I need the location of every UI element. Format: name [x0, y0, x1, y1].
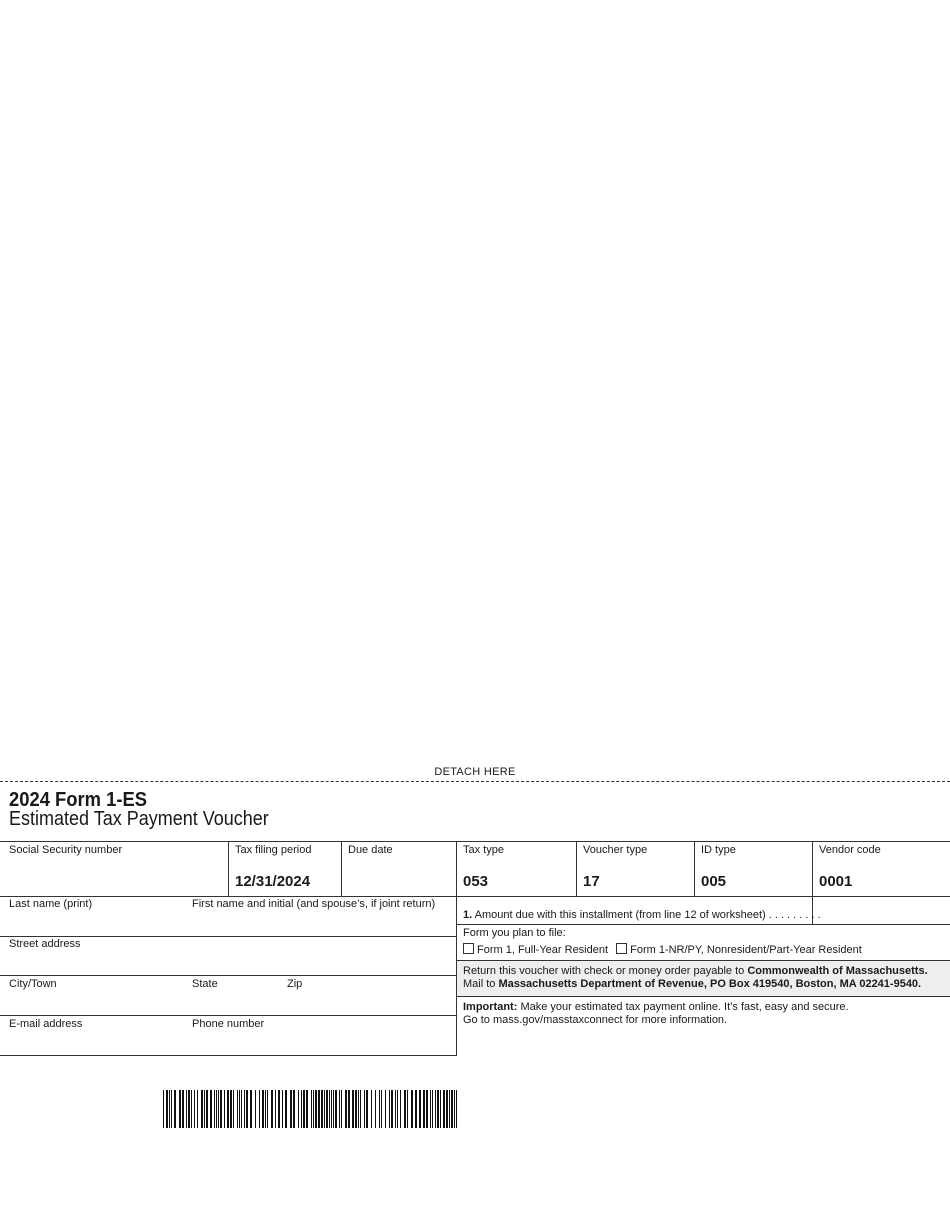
barcode-bar	[400, 1090, 401, 1128]
city-label: City/Town	[9, 978, 57, 990]
barcode-bar	[174, 1090, 176, 1128]
barcode-bar	[290, 1090, 292, 1128]
barcode-bar	[326, 1090, 328, 1128]
detach-line	[0, 781, 950, 782]
barcode-bar	[397, 1090, 398, 1128]
barcode-bar	[371, 1090, 372, 1128]
line-number: 1.	[463, 909, 473, 921]
barcode-bar	[329, 1090, 330, 1128]
tax-filing-period-label: Tax filing period	[235, 844, 312, 856]
state-input[interactable]	[192, 993, 277, 1011]
barcode-bar	[385, 1090, 386, 1128]
barcode-bar	[313, 1090, 314, 1128]
barcode-bar	[265, 1090, 266, 1128]
return-prefix: Return this voucher with check or money order payable to	[463, 965, 748, 977]
barcode-bar	[440, 1090, 441, 1128]
barcode-bar	[275, 1090, 276, 1128]
barcode-bar	[271, 1090, 273, 1128]
barcode-bar	[246, 1090, 248, 1128]
barcode-bar	[339, 1090, 340, 1128]
barcode-bar	[391, 1090, 393, 1128]
last-name-input[interactable]	[9, 914, 184, 932]
due-date-input[interactable]	[348, 870, 448, 890]
barcode-bar	[407, 1090, 408, 1128]
barcode-bar	[355, 1090, 357, 1128]
barcode-bar	[451, 1090, 453, 1128]
barcode-bar	[244, 1090, 245, 1128]
row-rule	[456, 924, 950, 925]
row-rule	[0, 975, 456, 976]
barcode-bar	[364, 1090, 365, 1128]
barcode-bar	[366, 1090, 368, 1128]
barcode-bar	[220, 1090, 222, 1128]
row-rule	[456, 960, 950, 961]
phone-label: Phone number	[192, 1018, 265, 1030]
barcode-bar	[315, 1090, 317, 1128]
barcode-bar	[345, 1090, 347, 1128]
important-message: Make your estimated tax payment online. It’s fast, easy and secure.	[517, 1001, 849, 1013]
important-label: Important:	[463, 1001, 518, 1013]
barcode-bar	[301, 1090, 302, 1128]
barcode-bar	[419, 1090, 421, 1128]
phone-input[interactable]	[192, 1033, 447, 1051]
street-address-input[interactable]	[9, 953, 449, 971]
header-top-rule	[0, 841, 950, 842]
row-rule	[0, 936, 456, 937]
barcode-image	[163, 1090, 459, 1128]
barcode-bar	[171, 1090, 172, 1128]
divider	[228, 841, 229, 896]
barcode-bar	[389, 1090, 390, 1128]
barcode-bar	[298, 1090, 299, 1128]
form-plan-label: Form you plan to file:	[463, 927, 566, 939]
vendor-code-label: Vendor code	[819, 844, 881, 856]
barcode-bar	[430, 1090, 431, 1128]
barcode-bar	[191, 1090, 192, 1128]
barcode-bar	[432, 1090, 433, 1128]
barcode-bar	[278, 1090, 280, 1128]
first-name-label: First name and initial (and spouse’s, if joint return)	[192, 898, 436, 910]
barcode-bar	[303, 1090, 305, 1128]
barcode-bar	[267, 1090, 268, 1128]
barcode-bar	[456, 1090, 457, 1128]
voucher-type-label: Voucher type	[583, 844, 648, 856]
barcode-bar	[188, 1090, 190, 1128]
mail-address: Massachusetts Department of Revenue, PO Box 419540, Boston, MA 02241-9540.	[498, 978, 922, 990]
barcode-bar	[415, 1090, 417, 1128]
barcode-bar	[375, 1090, 376, 1128]
barcode-bar	[404, 1090, 406, 1128]
barcode-bar	[335, 1090, 337, 1128]
amount-due-text: Amount due with this installment (from line 12 of worksheet) . . . . . . . . .	[474, 909, 821, 921]
voucher-type-value: 17	[583, 873, 600, 890]
form-subtitle: Estimated Tax Payment Voucher	[9, 808, 269, 830]
barcode-bar	[333, 1090, 334, 1128]
barcode-bar	[204, 1090, 205, 1128]
payee-name: Commonwealth of Massachusetts.	[747, 965, 928, 977]
barcode-bar	[214, 1090, 215, 1128]
barcode-bar	[358, 1090, 359, 1128]
return-voucher-text	[463, 965, 928, 977]
barcode-bar	[255, 1090, 256, 1128]
divider	[456, 841, 457, 1056]
barcode-bar	[166, 1090, 168, 1128]
barcode-bar	[318, 1090, 320, 1128]
id-type-value: 005	[701, 873, 727, 890]
barcode-bar	[324, 1090, 325, 1128]
last-name-label: Last name (print)	[9, 898, 93, 910]
barcode-bar	[201, 1090, 203, 1128]
barcode-bar	[379, 1090, 380, 1128]
barcode-bar	[182, 1090, 184, 1128]
tax-type-value: 053	[463, 873, 489, 890]
barcode-bar	[250, 1090, 252, 1128]
barcode-bar	[331, 1090, 332, 1128]
barcode-bar	[423, 1090, 425, 1128]
email-label: E-mail address	[9, 1018, 83, 1030]
barcode-bar	[381, 1090, 382, 1128]
barcode-bar	[227, 1090, 229, 1128]
barcode-bar	[282, 1090, 283, 1128]
barcode-bar	[446, 1090, 448, 1128]
form1nrpy-checkbox[interactable]	[616, 943, 627, 954]
barcode-bar	[206, 1090, 208, 1128]
goto-text: Go to mass.gov/masstaxconnect for more information.	[463, 1014, 728, 1026]
divider	[694, 841, 695, 896]
divider	[576, 841, 577, 896]
barcode-bar	[285, 1090, 287, 1128]
amount-due-input[interactable]	[818, 904, 944, 922]
form1-option-label: Form 1, Full-Year Resident	[477, 944, 609, 956]
barcode-bar	[348, 1090, 350, 1128]
barcode-bar	[449, 1090, 450, 1128]
header-bottom-rule	[0, 896, 950, 897]
barcode-bar	[197, 1090, 198, 1128]
barcode-bar	[233, 1090, 234, 1128]
barcode-bar	[443, 1090, 445, 1128]
city-input[interactable]	[9, 993, 184, 1011]
barcode-bar	[169, 1090, 170, 1128]
form1nrpy-option-label: Form 1-NR/PY, Nonresident/Part-Year Resident	[630, 944, 862, 956]
ssn-label: Social Security number	[9, 844, 123, 856]
tax-type-label: Tax type	[463, 844, 504, 856]
row-rule	[0, 1055, 457, 1056]
barcode-bar	[179, 1090, 181, 1128]
email-input[interactable]	[9, 1033, 184, 1051]
barcode-bar	[360, 1090, 361, 1128]
barcode-bar	[163, 1090, 164, 1128]
form-title: 2024 Form 1-ES	[9, 789, 148, 811]
barcode-bar	[311, 1090, 312, 1128]
vendor-code-value: 0001	[819, 873, 853, 890]
barcode-bar	[454, 1090, 455, 1128]
barcode-bar	[395, 1090, 396, 1128]
barcode-bar	[224, 1090, 225, 1128]
barcode-bar	[194, 1090, 195, 1128]
barcode-bar	[218, 1090, 219, 1128]
row-rule	[456, 996, 950, 997]
important-text	[463, 1001, 849, 1013]
mail-to-text	[463, 978, 921, 990]
barcode-bar	[262, 1090, 264, 1128]
mail-prefix: Mail to	[463, 978, 499, 990]
barcode-bar	[186, 1090, 187, 1128]
due-date-label: Due date	[348, 844, 393, 856]
barcode-bar	[210, 1090, 212, 1128]
detach-here-label: DETACH HERE	[434, 766, 516, 778]
state-label: State	[192, 978, 218, 990]
barcode-bar	[230, 1090, 232, 1128]
barcode-bar	[259, 1090, 260, 1128]
form-options	[463, 943, 862, 956]
barcode-bar	[241, 1090, 242, 1128]
barcode-bar	[437, 1090, 439, 1128]
barcode-bar	[411, 1090, 413, 1128]
barcode-bar	[426, 1090, 428, 1128]
barcode-bar	[293, 1090, 295, 1128]
form1-checkbox[interactable]	[463, 943, 474, 954]
amount-due-label	[463, 909, 821, 921]
barcode-bar	[341, 1090, 342, 1128]
barcode-bar	[237, 1090, 238, 1128]
zip-label: Zip	[287, 978, 303, 990]
id-type-label: ID type	[701, 844, 736, 856]
ssn-input[interactable]	[9, 870, 219, 890]
divider	[341, 841, 342, 896]
first-name-input[interactable]	[192, 914, 447, 932]
row-rule	[0, 1015, 456, 1016]
street-address-label: Street address	[9, 938, 81, 950]
tax-filing-period-value: 12/31/2024	[235, 873, 311, 890]
barcode-bar	[239, 1090, 240, 1128]
barcode-bar	[216, 1090, 217, 1128]
barcode-bar	[352, 1090, 354, 1128]
barcode-bar	[306, 1090, 308, 1128]
zip-input[interactable]	[287, 993, 447, 1011]
barcode-bar	[435, 1090, 436, 1128]
barcode-bar	[321, 1090, 323, 1128]
